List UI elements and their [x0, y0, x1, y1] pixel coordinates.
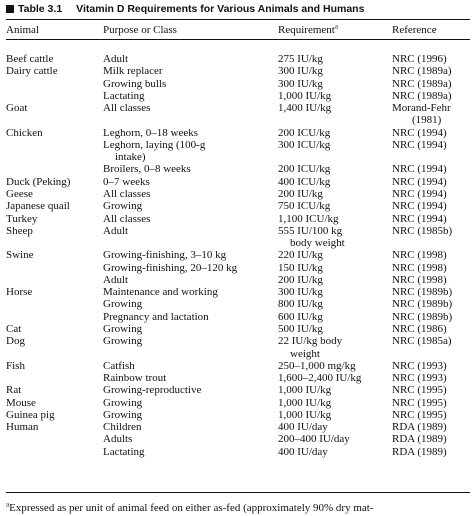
cell-requirement: 600 IU/kg [278, 310, 323, 323]
cell-reference: NRC (1994) [392, 175, 447, 188]
cell-reference: NRC (1989b) [392, 298, 453, 311]
table-row [0, 151, 475, 163]
cell-requirement: 555 IU/100 kg [278, 224, 343, 237]
cell-animal: Dairy cattle [6, 65, 58, 78]
cell-animal: Cat [6, 322, 22, 335]
table-row [0, 298, 475, 310]
table-row [0, 200, 475, 212]
cell-requirement: 1,000 IU/kg [278, 408, 332, 421]
cell-purpose: Broilers, 0–8 weeks [103, 163, 191, 176]
header-requirement [278, 24, 338, 36]
cell-reference: NRC (1994) [392, 188, 447, 200]
square-bullet-icon [6, 5, 14, 13]
table-row [0, 360, 475, 372]
cell-animal: Sheep [6, 224, 33, 237]
cell-purpose: Growing [103, 200, 143, 213]
table-row [0, 90, 475, 102]
cell-reference: NRC (1994) [392, 212, 447, 225]
cell-requirement: 1,000 IU/kg [278, 384, 332, 397]
cell-requirement: 275 IU/kg [278, 53, 323, 65]
cell-purpose: Adult [103, 224, 129, 237]
cell-requirement: 1,100 ICU/kg [278, 212, 339, 225]
cell-animal: Fish [6, 359, 25, 372]
cell-animal: Turkey [6, 212, 38, 225]
table-row [0, 311, 475, 323]
header-purpose: Purpose or Class [103, 24, 177, 36]
cell-requirement: 250–1,000 mg/kg [278, 359, 356, 372]
cell-reference: NRC (1989a) [392, 77, 452, 90]
cell-purpose: 0–7 weeks [103, 175, 150, 188]
cell-animal: Swine [6, 249, 34, 262]
cell-purpose: Adults [103, 433, 133, 446]
cell-requirement: 1,400 IU/kg [278, 102, 332, 115]
table-row [0, 249, 475, 261]
cell-reference: NRC (1998) [392, 249, 447, 262]
cell-requirement: 200 IU/kg [278, 273, 323, 286]
cell-requirement: 200 ICU/kg [278, 163, 331, 176]
cell-requirement: weight [290, 347, 320, 360]
cell-purpose: Catfish [103, 359, 135, 372]
cell-reference: NRC (1985b) [392, 224, 453, 237]
cell-reference: NRC (1996) [392, 53, 447, 65]
table-row [0, 433, 475, 445]
cell-requirement: 400 IU/day [278, 445, 328, 458]
cell-purpose: Growing bulls [103, 77, 167, 90]
top-rule [6, 19, 470, 20]
table-row [0, 262, 475, 274]
cell-reference: NRC (1993) [392, 372, 447, 384]
cell-animal: Dog [6, 335, 25, 348]
cell-reference: NRC (1998) [392, 261, 447, 274]
cell-animal: Beef cattle [6, 53, 54, 65]
table-row [0, 237, 475, 249]
cell-purpose: Growing-reproductive [103, 384, 202, 397]
header-reference: Reference [392, 24, 437, 36]
cell-purpose: Milk replacer [103, 65, 163, 78]
cell-purpose: Growing [103, 322, 143, 335]
table-row [0, 213, 475, 225]
cell-purpose: All classes [103, 102, 151, 115]
footnote-marker: a [334, 22, 338, 31]
cell-requirement: 300 IU/kg [278, 65, 323, 78]
table-row [0, 286, 475, 298]
table-row [0, 397, 475, 409]
cell-requirement: 800 IU/kg [278, 298, 323, 311]
table-row [0, 188, 475, 200]
table-row [0, 139, 475, 151]
cell-reference: NRC (1994) [392, 138, 447, 151]
cell-purpose: Growing-finishing, 3–10 kg [103, 249, 227, 262]
cell-purpose: Rainbow trout [103, 372, 167, 384]
cell-reference: NRC (1998) [392, 273, 447, 286]
cell-reference: NRC (1994) [392, 126, 447, 139]
cell-requirement: 1,000 IU/kg [278, 89, 332, 102]
cell-purpose: All classes [103, 188, 151, 200]
footnote-text: Expressed as per unit of animal feed on either as-fed (approximately 90% dry mat- [9, 502, 374, 514]
table-row [0, 65, 475, 77]
table-row [0, 384, 475, 396]
cell-purpose: Lactating [103, 89, 145, 102]
cell-reference: RDA (1989) [392, 421, 447, 434]
cell-requirement: 500 IU/kg [278, 322, 323, 335]
table-row [0, 114, 475, 126]
cell-animal: Chicken [6, 126, 43, 139]
cell-requirement: 22 IU/kg body [278, 335, 343, 348]
cell-requirement: 300 IU/kg [278, 77, 323, 90]
cell-animal: Rat [6, 384, 22, 397]
table-row [0, 409, 475, 421]
cell-reference: NRC (1986) [392, 322, 447, 335]
cell-requirement: 300 IU/kg [278, 286, 323, 299]
cell-purpose: Adult [103, 273, 129, 286]
table-row [0, 274, 475, 286]
cell-animal: Geese [6, 188, 33, 200]
cell-purpose: Children [103, 421, 142, 434]
table-row [0, 176, 475, 188]
cell-requirement: 300 ICU/kg [278, 138, 331, 151]
table-row [0, 78, 475, 90]
cell-reference: Morand-Fehr [392, 102, 451, 115]
cell-purpose: Growing [103, 298, 143, 311]
cell-reference: (1981) [412, 114, 442, 127]
cell-animal: Duck (Peking) [6, 175, 71, 188]
table-row [0, 335, 475, 347]
cell-reference: NRC (1995) [392, 384, 447, 397]
cell-reference: NRC (1994) [392, 200, 447, 213]
table-row [0, 348, 475, 360]
cell-purpose: Leghorn, 0–18 weeks [103, 126, 199, 139]
cell-animal: Japanese quail [6, 200, 70, 213]
cell-purpose: Growing [103, 335, 143, 348]
cell-purpose: Maintenance and working [103, 286, 218, 299]
cell-requirement: 200 ICU/kg [278, 126, 331, 139]
table-row [0, 372, 475, 384]
cell-purpose: Pregnancy and lactation [103, 310, 209, 323]
table-footnote [6, 502, 374, 514]
table-row [0, 446, 475, 458]
bottom-rule [6, 492, 470, 493]
table-caption [6, 2, 364, 16]
cell-requirement: body weight [290, 237, 345, 249]
cell-purpose: Growing [103, 408, 143, 421]
cell-purpose: Adult [103, 53, 129, 65]
cell-requirement: 200 IU/kg [278, 188, 323, 200]
header-requirement-label: Requirement [278, 24, 335, 36]
table-row [0, 53, 475, 65]
cell-animal: Human [6, 421, 39, 434]
cell-reference: RDA (1989) [392, 433, 447, 446]
table-row [0, 127, 475, 139]
cell-reference: NRC (1995) [392, 396, 447, 409]
cell-reference: NRC (1989b) [392, 286, 453, 299]
cell-animal: Goat [6, 102, 28, 115]
cell-purpose: Growing-finishing, 20–120 kg [103, 261, 238, 274]
cell-reference: RDA (1989) [392, 445, 447, 458]
table-title: Vitamin D Requirements for Various Animals and Humans [76, 3, 365, 15]
cell-requirement: 750 ICU/kg [278, 200, 331, 213]
cell-purpose: Growing [103, 396, 143, 409]
cell-animal: Guinea pig [6, 408, 55, 421]
cell-reference: NRC (1989a) [392, 89, 452, 102]
table-row [0, 163, 475, 175]
header-rule [6, 39, 470, 40]
footnote-marker: a [6, 500, 10, 509]
cell-reference: NRC (1995) [392, 408, 447, 421]
table-row [0, 225, 475, 237]
cell-animal: Mouse [6, 396, 36, 409]
cell-reference: NRC (1994) [392, 163, 447, 176]
cell-reference: NRC (1993) [392, 359, 447, 372]
cell-requirement: 1,600–2,400 IU/kg [278, 372, 362, 384]
cell-requirement: 400 ICU/kg [278, 175, 331, 188]
table-row [0, 102, 475, 114]
table-row [0, 421, 475, 433]
cell-requirement: 1,000 IU/kg [278, 396, 332, 409]
cell-reference: NRC (1989a) [392, 65, 452, 78]
cell-requirement: 200–400 IU/day [278, 433, 350, 446]
cell-purpose: intake) [115, 151, 146, 164]
cell-requirement: 150 IU/kg [278, 261, 323, 274]
cell-requirement: 220 IU/kg [278, 249, 323, 262]
header-animal: Animal [6, 24, 39, 36]
cell-reference: NRC (1989b) [392, 310, 453, 323]
cell-reference: NRC (1985a) [392, 335, 452, 348]
cell-purpose: Leghorn, laying (100-g [103, 138, 206, 151]
table-number: Table 3.1 [18, 3, 63, 15]
table-row [0, 323, 475, 335]
cell-purpose: Lactating [103, 445, 145, 458]
cell-requirement: 400 IU/day [278, 421, 328, 434]
cell-animal: Horse [6, 286, 33, 299]
cell-purpose: All classes [103, 212, 151, 225]
